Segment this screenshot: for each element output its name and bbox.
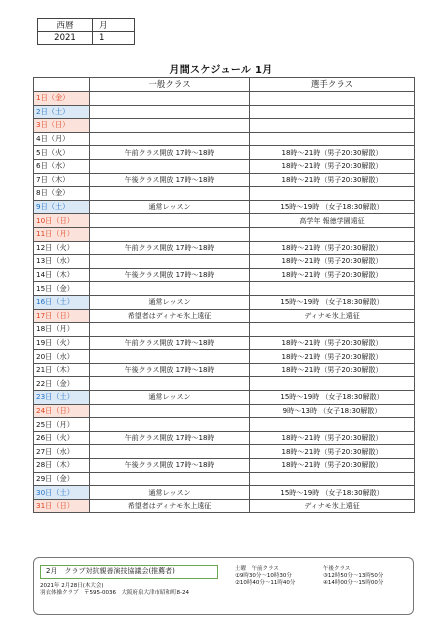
general-class-cell [90,282,250,296]
schedule-row [34,159,415,173]
date-cell: 31日（日） [34,499,90,513]
competitive-class-cell [250,282,415,296]
date-cell: 6日（水） [34,159,90,173]
competitive-class-cell: ディナモ氷上遠征 [250,309,415,323]
competitive-class-cell: 15時〜19時 （女子18:30解散） [250,486,415,500]
month-value: 1 [93,32,135,45]
date-cell: 4日（月） [34,132,90,146]
schedule-row [34,92,415,106]
competitive-class-cell [250,323,415,337]
competitive-class-cell [250,227,415,241]
date-cell: 3日（日） [34,119,90,133]
date-cell: 29日（金） [34,472,90,486]
schedule-row [34,105,415,119]
date-cell: 17日（日） [34,309,90,323]
schedule-row [34,404,415,418]
schedule-row [34,268,415,282]
saturday-am-label: 土曜 午前クラス [235,566,279,572]
competitive-class-cell [250,119,415,133]
date-cell: 11日（月） [34,227,90,241]
schedule-row [34,200,415,214]
saturday-am-slot-2: ②10時40分〜11時40分 [235,580,296,586]
competitive-class-cell: 18時〜21時（男子20:30解散） [250,363,415,377]
competitive-class-cell: 18時〜21時（男子20:30解散） [250,159,415,173]
schedule-row [34,227,415,241]
schedule-row [34,309,415,323]
general-class-cell [90,323,250,337]
general-class-cell: 希望者はディナモ氷上遠征 [90,309,250,323]
competitive-class-cell: 15時〜19時 （女子18:30解散） [250,200,415,214]
date-cell: 14日（木） [34,268,90,282]
saturday-pm-label: 午後クラス [323,566,351,572]
date-cell: 24日（日） [34,404,90,418]
schedule-table [33,77,415,513]
club-address: 羽衣体操クラブ 〒595-0036 大阪府泉大津市昭和町8-24 [40,590,189,596]
general-class-cell [90,92,250,106]
schedule-row [34,445,415,459]
schedule-row [34,459,415,473]
competitive-class-cell: ディナモ氷上遠征 [250,499,415,513]
date-cell: 26日（火） [34,431,90,445]
date-cell: 19日（火） [34,336,90,350]
competitive-class-cell: 18時〜21時（男子20:30解散） [250,146,415,160]
notice-date: 2021年 2月28日(木大会) [40,583,104,589]
schedule-row [34,391,415,405]
general-class-cell: 通常レッスン [90,295,250,309]
date-cell: 12日（火） [34,241,90,255]
general-class-cell [90,418,250,432]
schedule-row [34,119,415,133]
competitive-class-cell: 9時〜13時 （女子18:30解散） [250,404,415,418]
general-class-cell: 午後クラス開放 17時〜18時 [90,268,250,282]
general-class-cell [90,214,250,228]
date-cell: 20日（水） [34,350,90,364]
general-class-cell: 午後クラス開放 17時〜18時 [90,459,250,473]
schedule-header-row [34,78,415,92]
date-cell: 2日（土） [34,105,90,119]
competitive-class-header: 選手クラス [250,78,415,92]
general-class-cell: 通常レッスン [90,200,250,214]
competitive-class-cell: 18時〜21時（男子20:30解散） [250,350,415,364]
competitive-class-cell: 18時〜21時（男子20:30解散） [250,173,415,187]
competitive-class-cell: 18時〜21時（男子20:30解散） [250,336,415,350]
competitive-class-cell: 15時〜19時 （女子18:30解散） [250,295,415,309]
date-cell: 15日（金） [34,282,90,296]
schedule-row [34,255,415,269]
general-class-cell [90,350,250,364]
general-class-cell: 午後クラス開放 17時〜18時 [90,173,250,187]
date-cell: 23日（土） [34,391,90,405]
date-cell: 25日（月） [34,418,90,432]
schedule-row [34,499,415,513]
competitive-class-cell [250,132,415,146]
general-class-cell [90,377,250,391]
general-class-cell [90,255,250,269]
date-cell: 1日（金） [34,92,90,106]
schedule-row [34,418,415,432]
date-cell: 16日（土） [34,295,90,309]
general-class-header: 一般クラス [90,78,250,92]
general-class-cell [90,472,250,486]
competitive-class-cell: 18時〜21時（男子20:30解散） [250,459,415,473]
competitive-class-cell [250,377,415,391]
competitive-class-cell: 18時〜21時（男子20:30解散） [250,445,415,459]
date-cell: 8日（金） [34,187,90,201]
schedule-row [34,472,415,486]
competitive-class-cell [250,105,415,119]
era-label: 西暦 [38,19,93,32]
schedule-row [34,377,415,391]
schedule-row [34,146,415,160]
date-cell: 21日（木） [34,363,90,377]
general-class-cell: 通常レッスン [90,391,250,405]
date-cell: 5日（火） [34,146,90,160]
competitive-class-cell: 18時〜21時（男子20:30解散） [250,255,415,269]
general-class-cell [90,445,250,459]
schedule-row [34,486,415,500]
competitive-class-cell [250,472,415,486]
schedule-row [34,214,415,228]
general-class-cell: 午前クラス開放 17時〜18時 [90,336,250,350]
competitive-class-cell: 18時〜21時（男子20:30解散） [250,268,415,282]
notice-box: 2月 クラブ対抗親善演技協議会(推薦者) [40,565,218,579]
date-cell: 22日（金） [34,377,90,391]
schedule-row [34,431,415,445]
general-class-cell: 希望者はディナモ氷上遠征 [90,499,250,513]
general-class-cell [90,132,250,146]
schedule-row [34,241,415,255]
competitive-class-cell: 高学年 報徳学園遠征 [250,214,415,228]
general-class-cell [90,404,250,418]
month-label: 月 [93,19,135,32]
schedule-row [34,350,415,364]
year-value: 2021 [38,32,93,45]
schedule-row [34,336,415,350]
page-title: 月間スケジュール 1月 [169,65,273,76]
date-cell: 7日（木） [34,173,90,187]
competitive-class-cell [250,92,415,106]
general-class-cell: 午後クラス開放 17時〜18時 [90,363,250,377]
schedule-row [34,282,415,296]
competitive-class-cell: 18時〜21時（男子20:30解散） [250,241,415,255]
saturday-pm-slot-2: ④14時00分〜15時00分 [323,580,384,586]
competitive-class-cell: 15時〜19時 （女子18:30解散） [250,391,415,405]
saturday-pm-slot-1: ③12時50分〜13時50分 [323,573,384,579]
competitive-class-cell [250,187,415,201]
date-cell: 28日（木） [34,459,90,473]
general-class-cell: 午前クラス開放 17時〜18時 [90,241,250,255]
schedule-row [34,187,415,201]
schedule-row [34,173,415,187]
date-cell: 27日（水） [34,445,90,459]
general-class-cell [90,227,250,241]
date-cell: 13日（水） [34,255,90,269]
schedule-row [34,132,415,146]
competitive-class-cell [250,418,415,432]
saturday-am-slot-1: ①9時30分〜10時30分 [235,573,292,579]
competitive-class-cell: 18時〜21時（男子20:30解散） [250,431,415,445]
general-class-cell [90,187,250,201]
date-cell: 18日（月） [34,323,90,337]
schedule-row [34,363,415,377]
schedule-row [34,323,415,337]
date-cell: 10日（日） [34,214,90,228]
schedule-row [34,295,415,309]
era-table [37,18,135,45]
general-class-cell: 通常レッスン [90,486,250,500]
general-class-cell [90,119,250,133]
date-cell: 30日（土） [34,486,90,500]
general-class-cell [90,105,250,119]
general-class-cell: 午前クラス開放 17時〜18時 [90,431,250,445]
date-cell: 9日（土） [34,200,90,214]
general-class-cell [90,159,250,173]
general-class-cell: 午前クラス開放 17時〜18時 [90,146,250,160]
footer-panel [33,557,414,615]
date-header [34,78,90,92]
